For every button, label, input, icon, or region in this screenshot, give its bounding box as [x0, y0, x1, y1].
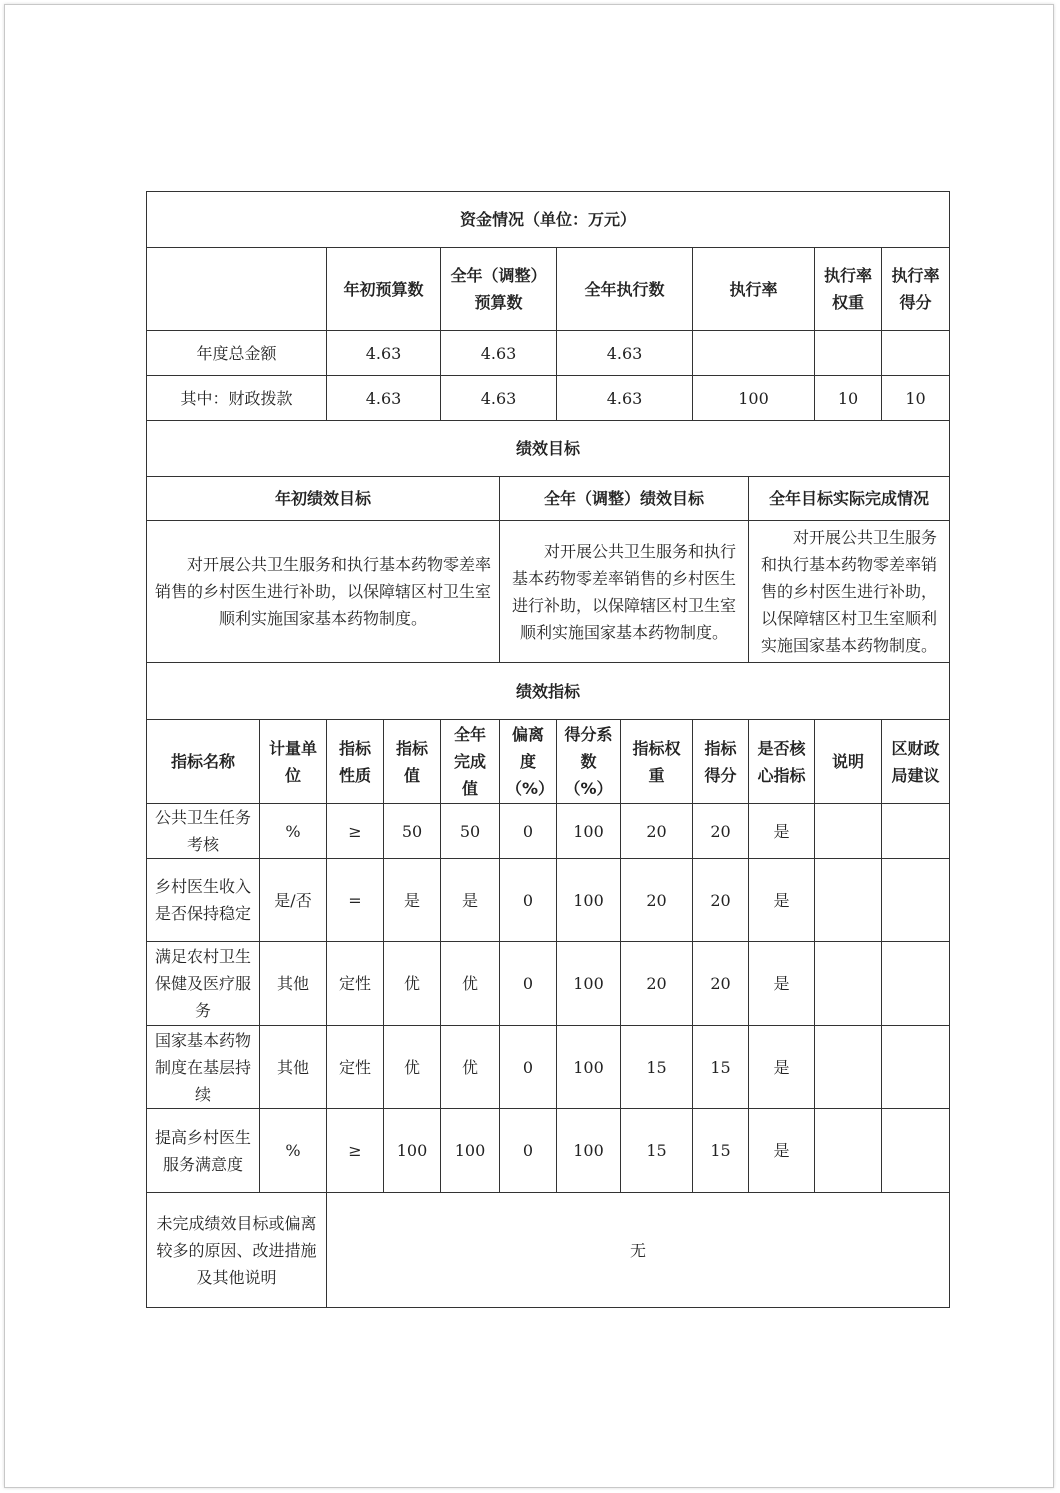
- ind-header: 计量单位: [260, 720, 327, 804]
- funds-cell: [815, 331, 882, 376]
- funds-cell: 4.63: [327, 331, 441, 376]
- funds-cell: 10: [882, 376, 950, 421]
- ind-cell: [882, 804, 950, 859]
- ind-cell: =: [327, 859, 384, 942]
- ind-cell: 优: [384, 942, 441, 1026]
- ind-cell: 是: [749, 1109, 815, 1193]
- funds-title: 资金情况（单位：万元）: [147, 192, 950, 248]
- funds-row-label: 其中：财政拨款: [147, 376, 327, 421]
- ind-header: 说明: [815, 720, 882, 804]
- ind-cell: 其他: [260, 1026, 327, 1109]
- ind-cell: 100: [441, 1109, 500, 1193]
- indicator-row: [147, 804, 950, 859]
- funds-header-adjusted-budget: 全年（调整）预算数: [441, 248, 557, 331]
- ind-header: 指标权重: [621, 720, 693, 804]
- ind-header: 偏离度（%）: [500, 720, 557, 804]
- ind-cell: 15: [693, 1026, 749, 1109]
- ind-cell: 15: [693, 1109, 749, 1193]
- funds-cell: 4.63: [557, 376, 693, 421]
- ind-cell: 100: [557, 804, 621, 859]
- ind-cell: 15: [621, 1026, 693, 1109]
- ind-cell: [882, 859, 950, 942]
- ind-cell: 100: [557, 942, 621, 1026]
- funds-header-rate-score: 执行率得分: [882, 248, 950, 331]
- goals-header-initial: 年初绩效目标: [147, 477, 500, 521]
- funds-cell: 4.63: [557, 331, 693, 376]
- ind-cell: 0: [500, 942, 557, 1026]
- ind-header: 是否核心指标: [749, 720, 815, 804]
- ind-cell: 15: [621, 1109, 693, 1193]
- ind-cell: 50: [441, 804, 500, 859]
- ind-cell: 20: [693, 804, 749, 859]
- ind-name: 国家基本药物制度在基层持续: [147, 1026, 260, 1109]
- funds-header-initial-budget: 年初预算数: [327, 248, 441, 331]
- ind-cell: [815, 804, 882, 859]
- ind-cell: 优: [384, 1026, 441, 1109]
- ind-cell: 定性: [327, 942, 384, 1026]
- ind-cell: 其他: [260, 942, 327, 1026]
- ind-name: 乡村医生收入是否保持稳定: [147, 859, 260, 942]
- remarks-row: [147, 1193, 950, 1308]
- ind-cell: 是: [749, 859, 815, 942]
- ind-cell: [815, 942, 882, 1026]
- ind-cell: %: [260, 804, 327, 859]
- ind-header: 全年完成值: [441, 720, 500, 804]
- performance-table: [146, 191, 950, 1308]
- goal-adjusted-text: 对开展公共卫生服务和执行基本药物零差率销售的乡村医生进行补助，以保障辖区村卫生室顺利实施国家基本药物制度。: [511, 541, 736, 642]
- ind-header: 指标得分: [693, 720, 749, 804]
- remarks-value: 无: [327, 1193, 950, 1308]
- ind-cell: [882, 942, 950, 1026]
- ind-cell: 20: [621, 804, 693, 859]
- goals-header-actual: 全年目标实际完成情况: [749, 477, 950, 521]
- ind-header: 指标名称: [147, 720, 260, 804]
- funds-row-label: 年度总金额: [147, 331, 327, 376]
- ind-cell: 100: [557, 859, 621, 942]
- ind-cell: 100: [384, 1109, 441, 1193]
- ind-cell: [882, 1026, 950, 1109]
- funds-header-executed: 全年执行数: [557, 248, 693, 331]
- goal-initial-text: 对开展公共卫生服务和执行基本药物零差率销售的乡村医生进行补助，以保障辖区村卫生室顺利实施国家基本药物制度。: [154, 555, 491, 628]
- ind-cell: 50: [384, 804, 441, 859]
- ind-cell: 0: [500, 1026, 557, 1109]
- ind-cell: 优: [441, 942, 500, 1026]
- funds-header-blank: [147, 248, 327, 331]
- funds-row-fiscal: [147, 376, 950, 421]
- ind-cell: 定性: [327, 1026, 384, 1109]
- goals-title: 绩效目标: [147, 421, 950, 477]
- indicators-title: 绩效指标: [147, 663, 950, 720]
- funds-cell: [882, 331, 950, 376]
- ind-cell: %: [260, 1109, 327, 1193]
- ind-cell: 0: [500, 1109, 557, 1193]
- indicator-row: [147, 1026, 950, 1109]
- ind-cell: 0: [500, 859, 557, 942]
- ind-cell: 是: [749, 804, 815, 859]
- goals-header-row: [147, 477, 950, 521]
- ind-cell: 100: [557, 1109, 621, 1193]
- ind-cell: 20: [621, 859, 693, 942]
- funds-cell: [693, 331, 815, 376]
- ind-cell: [882, 1109, 950, 1193]
- funds-cell: 4.63: [441, 331, 557, 376]
- ind-cell: 是: [749, 942, 815, 1026]
- ind-header: 区财政局建议: [882, 720, 950, 804]
- ind-cell: 100: [557, 1026, 621, 1109]
- ind-header: 指标值: [384, 720, 441, 804]
- indicator-row: [147, 859, 950, 942]
- ind-cell: ≥: [327, 1109, 384, 1193]
- funds-header-rate-weight: 执行率权重: [815, 248, 882, 331]
- ind-cell: 20: [621, 942, 693, 1026]
- ind-cell: 20: [693, 942, 749, 1026]
- ind-cell: [815, 1109, 882, 1193]
- funds-cell: 100: [693, 376, 815, 421]
- funds-cell: 4.63: [441, 376, 557, 421]
- ind-cell: ≥: [327, 804, 384, 859]
- ind-name: 提高乡村医生服务满意度: [147, 1109, 260, 1193]
- ind-name: 满足农村卫生保健及医疗服务: [147, 942, 260, 1026]
- funds-cell: 4.63: [327, 376, 441, 421]
- indicators-header-row: [147, 720, 950, 804]
- ind-cell: 是: [384, 859, 441, 942]
- goals-header-adjusted: 全年（调整）绩效目标: [500, 477, 749, 521]
- funds-cell: 10: [815, 376, 882, 421]
- goal-actual-text: 对开展公共卫生服务和执行基本药物零差率销售的乡村医生进行补助，以保障辖区村卫生室顺利实施国家基本药物制度。: [761, 528, 938, 655]
- ind-cell: 优: [441, 1026, 500, 1109]
- ind-header: 得分系数（%）: [557, 720, 621, 804]
- funds-row-total: [147, 331, 950, 376]
- funds-header-exec-rate: 执行率: [693, 248, 815, 331]
- ind-cell: 是/否: [260, 859, 327, 942]
- ind-cell: [815, 1026, 882, 1109]
- indicator-row: [147, 1109, 950, 1193]
- ind-cell: [815, 859, 882, 942]
- ind-cell: 20: [693, 859, 749, 942]
- ind-name: 公共卫生任务考核: [147, 804, 260, 859]
- ind-header: 指标性质: [327, 720, 384, 804]
- ind-cell: 0: [500, 804, 557, 859]
- goals-text-row: [147, 521, 950, 663]
- ind-cell: 是: [441, 859, 500, 942]
- remarks-label: 未完成绩效目标或偏离较多的原因、改进措施及其他说明: [147, 1193, 327, 1308]
- funds-header-row: [147, 248, 950, 331]
- indicator-row: [147, 942, 950, 1026]
- ind-cell: 是: [749, 1026, 815, 1109]
